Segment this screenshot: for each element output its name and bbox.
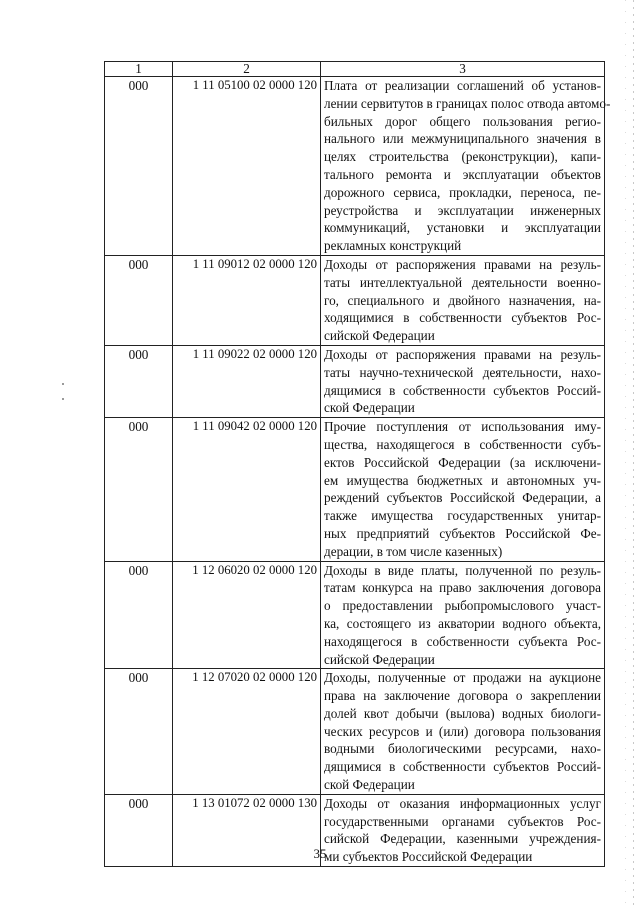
description-line: государственными органами субъектов Рос- xyxy=(324,813,601,829)
description-line: Прочие поступления от использования иму- xyxy=(324,419,601,435)
page-number: 35 xyxy=(313,846,327,861)
description-line: находящегося в собственности субъекта Рос- xyxy=(324,633,601,649)
revenue-code-cell: 1 11 09022 02 0000 120 xyxy=(173,345,321,417)
admin-code-cell: 000 xyxy=(105,561,173,669)
description-line: лении сервитутов в границах полос отвода автомо- xyxy=(324,95,611,111)
description-line: ных предприятий субъектов Российской Фе- xyxy=(324,525,601,541)
admin-code-cell: 000 xyxy=(105,418,173,561)
scan-speck xyxy=(62,398,64,400)
table-header xyxy=(105,62,605,77)
description-line: го, специального и двойного назначения, на- xyxy=(324,292,601,308)
description-line: ка, состоящего из акватории водного объекта, xyxy=(324,615,601,631)
page-edge-shadow xyxy=(625,0,626,905)
admin-code-cell: 000 xyxy=(105,669,173,795)
description-line: ческих ресурсов и (или) договора пользования xyxy=(324,723,601,739)
revenue-code-cell: 1 11 09042 02 0000 120 xyxy=(173,418,321,561)
page-edge-right xyxy=(633,0,634,905)
admin-code-cell: 000 xyxy=(105,255,173,345)
description-line: дерации, в том числе казенных) xyxy=(324,543,503,559)
header-col-2: 2 xyxy=(173,62,321,77)
description-line: также имущества государственных унитар- xyxy=(324,508,601,524)
description-line: нального или межмуниципального значения в xyxy=(324,131,601,147)
description-line: сийской Федерации, казенными учреждения- xyxy=(324,831,601,847)
description-line: о предоставлении рыбопромыслового участ- xyxy=(324,598,601,614)
description-line: Доходы от оказания информационных услуг xyxy=(324,795,601,811)
header-row xyxy=(105,62,605,77)
description-line: Доходы от распоряжения правами на резуль- xyxy=(324,256,601,272)
description-line: сийской Федерации xyxy=(324,328,435,344)
description-line: Доходы от распоряжения правами на резуль- xyxy=(324,346,601,362)
description-line: коммуникаций, установки и эксплуатации xyxy=(324,220,601,236)
header-col-3: 3 xyxy=(321,62,605,77)
description-cell xyxy=(321,418,605,561)
description-line: таты интеллектуальной деятельности военно- xyxy=(324,274,601,290)
table-row xyxy=(105,418,605,561)
description-cell xyxy=(321,77,611,256)
table-body xyxy=(105,77,611,867)
revenue-code-cell: 1 13 01072 02 0000 130 xyxy=(173,794,321,866)
description-cell xyxy=(321,669,605,795)
description-cell xyxy=(321,345,605,417)
description-line: ектов Российской Федерации (за исключени- xyxy=(324,454,601,470)
description-line: дящимися в собственности субъектов Россий- xyxy=(324,759,601,775)
description-line: права на заключение договора о закреплении xyxy=(324,688,601,704)
revenue-code-cell: 1 11 05100 02 0000 120 xyxy=(173,77,321,256)
description-line: Плата от реализации соглашений об установ- xyxy=(324,78,601,93)
table-row xyxy=(105,561,605,669)
revenue-code-cell: 1 12 06020 02 0000 120 xyxy=(173,561,321,669)
header-col-1: 1 xyxy=(105,62,173,77)
revenue-codes-table xyxy=(104,61,611,867)
description-line: таты научно-технической деятельности, нахо- xyxy=(324,364,601,380)
description-line: дящимися в собственности субъектов Россий- xyxy=(324,382,601,398)
description-line: ской Федерации xyxy=(324,400,415,416)
description-line: сийской Федерации xyxy=(324,651,435,667)
description-cell xyxy=(321,255,605,345)
description-line: Доходы в виде платы, полученной по резуль- xyxy=(324,562,601,578)
description-line: дорожного сервиса, прокладки, переноса, пе- xyxy=(324,184,601,200)
description-line: ми субъектов Российской Федерации xyxy=(324,849,533,865)
description-line: реждений субъектов Российской Федерации, а xyxy=(324,490,601,506)
table-row xyxy=(105,255,605,345)
description-cell xyxy=(321,561,605,669)
revenue-code-cell: 1 11 09012 02 0000 120 xyxy=(173,255,321,345)
admin-code-cell: 000 xyxy=(105,77,173,256)
description-line: татам конкурса на право заключения договора xyxy=(324,580,601,596)
table-row xyxy=(105,669,605,795)
admin-code-cell: 000 xyxy=(105,794,173,866)
description-line: ской Федерации xyxy=(324,777,415,793)
description-line: тального ремонта и эксплуатации объектов xyxy=(324,166,601,182)
table-row xyxy=(105,77,605,256)
description-line: реустройства и эксплуатации инженерных xyxy=(324,202,601,218)
description-line: щества, находящегося в собственности субъ- xyxy=(324,436,601,452)
description-line: Доходы, полученные от продажи на аукционе xyxy=(324,670,601,686)
description-line: долей квот добычи (вылова) водных биологи- xyxy=(324,705,601,721)
description-line: рекламных конструкций xyxy=(324,238,462,254)
table-row xyxy=(105,345,605,417)
admin-code-cell: 000 xyxy=(105,345,173,417)
description-line: ем имущества бюджетных и автономных уч- xyxy=(324,472,601,488)
description-line: ходящимися в собственности субъектов Рос- xyxy=(324,310,601,326)
description-line: водными биологическими ресурсами, нахо- xyxy=(324,741,601,757)
description-line: бильных дорог общего пользования регио- xyxy=(324,113,601,129)
scan-speck xyxy=(62,383,64,385)
description-line: целях строительства (реконструкции), капи- xyxy=(324,149,601,165)
revenue-code-cell: 1 12 07020 02 0000 120 xyxy=(173,669,321,795)
